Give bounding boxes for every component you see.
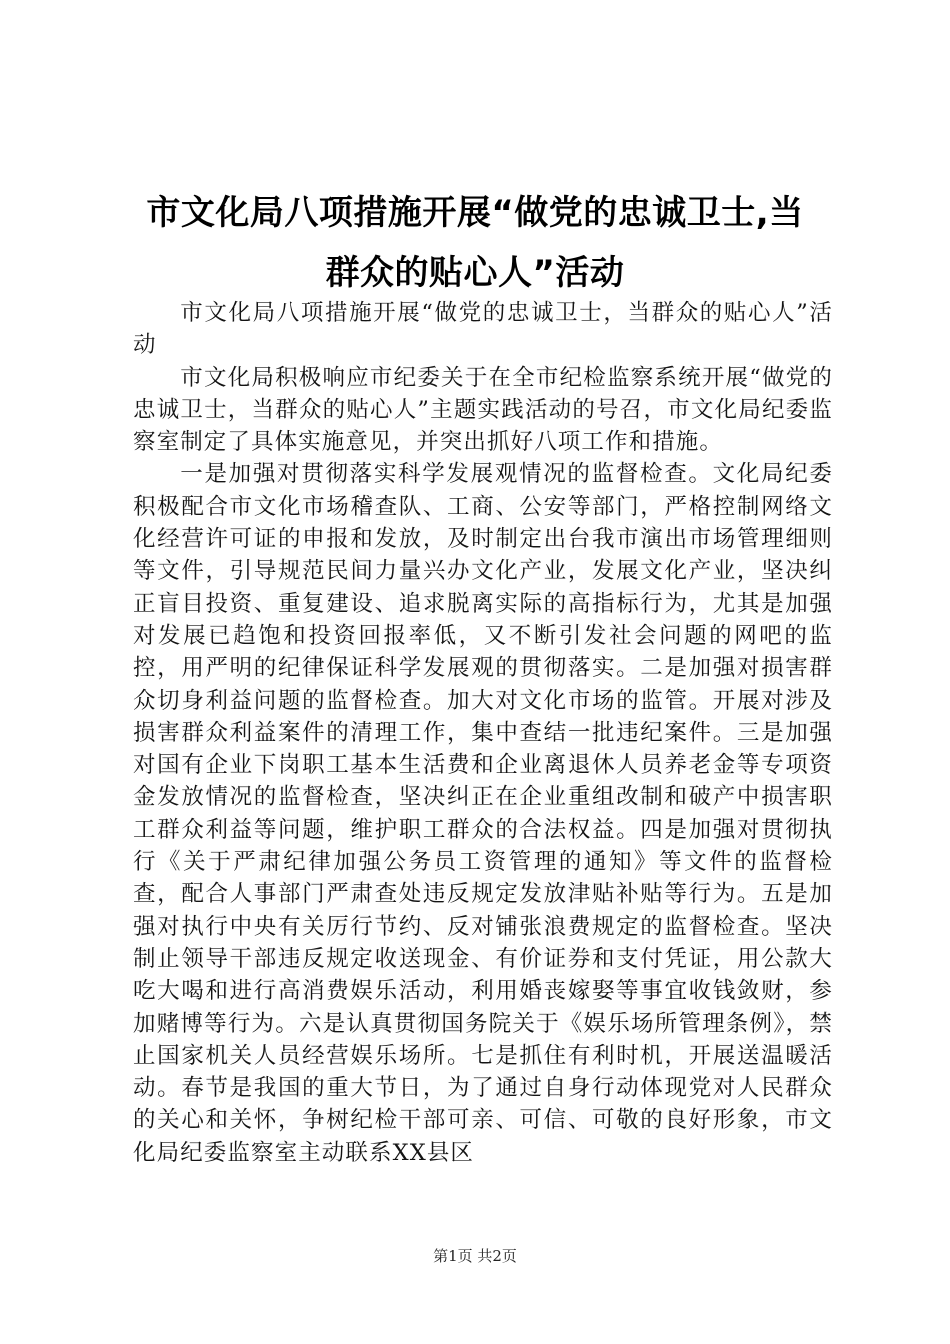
paragraph-measures: 一是加强对贯彻落实科学发展观情况的监督检查。文化局纪委积极配合市文化市场稽查队、工商、公安等部门，严格控制网络文化经营许可证的申报和发放，及时制定出台我市演出市场管理细则等文件，引导规范民间力量兴办文化产业，发展文化产业，坚决纠正盲目投资、重复建设、追求脱离实际的高指标行为，尤其是加强对发展已趋饱和投资回报率低，又不断引发社会问题的网吧的监控，用严明的纪律保证科学发展观的贯彻落实。二是加强对损害群众切身利益问题的监督检查。加大对文化市场的监管。开展对涉及损害群众利益案件的清理工作，集中查结一批违纪案件。三是加强对国有企业下岗职工基本生活费和企业离退休人员养老金等专项资金发放情况的监督检查，坚决纠正在企业重组改制和破产中损害职工群众利益等问题，维护职工群众的合法权益。四是加强对贯彻执行《关于严肃纪律加强公务员工资管理的通知》等文件的监督检查，配合人事部门严肃查处违反规定发放津贴补贴等行为。五是加强对执行中央有关厉行节约、反对铺张浪费规定的监督检查。坚决制止领导干部违反规定收送现金、有价证券和支付凭证，用公款大吃大喝和进行高消费娱乐活动，利用婚丧嫁娶等事宜收钱敛财，参加赌博等行为。六是认真贯彻国务院关于《娱乐场所管理条例》，禁止国家机关人员经营娱乐场所。七是抓住有利时机，开展送温暖活动。春节是我国的重大节日，为了通过自身行动体现党对人民群众的关心和关怀，争树纪检干部可亲、可信、可敬的良好形象，市文化局纪委监察室主动联系XX县区 [133,461,833,1166]
title-line-2: 群众的贴心人”活动 [325,253,625,293]
paragraph-subtitle: 市文化局八项措施开展“做党的忠诚卫士，当群众的贴心人”活动 [133,300,833,359]
page-number-footer: 第1页 共2页 [433,1247,517,1265]
document-body [133,297,833,1169]
title-line-1: 市文化局八项措施开展“做党的忠诚卫士,当 [146,193,804,233]
paragraph-intro: 市文化局积极响应市纪委关于在全市纪检监察系统开展“做党的忠诚卫士，当群众的贴心人”主题实践活动的号召，市文化局纪委监察室制定了具体实施意见，并突出抓好八项工作和措施。 [133,364,833,456]
document-title [120,183,830,303]
